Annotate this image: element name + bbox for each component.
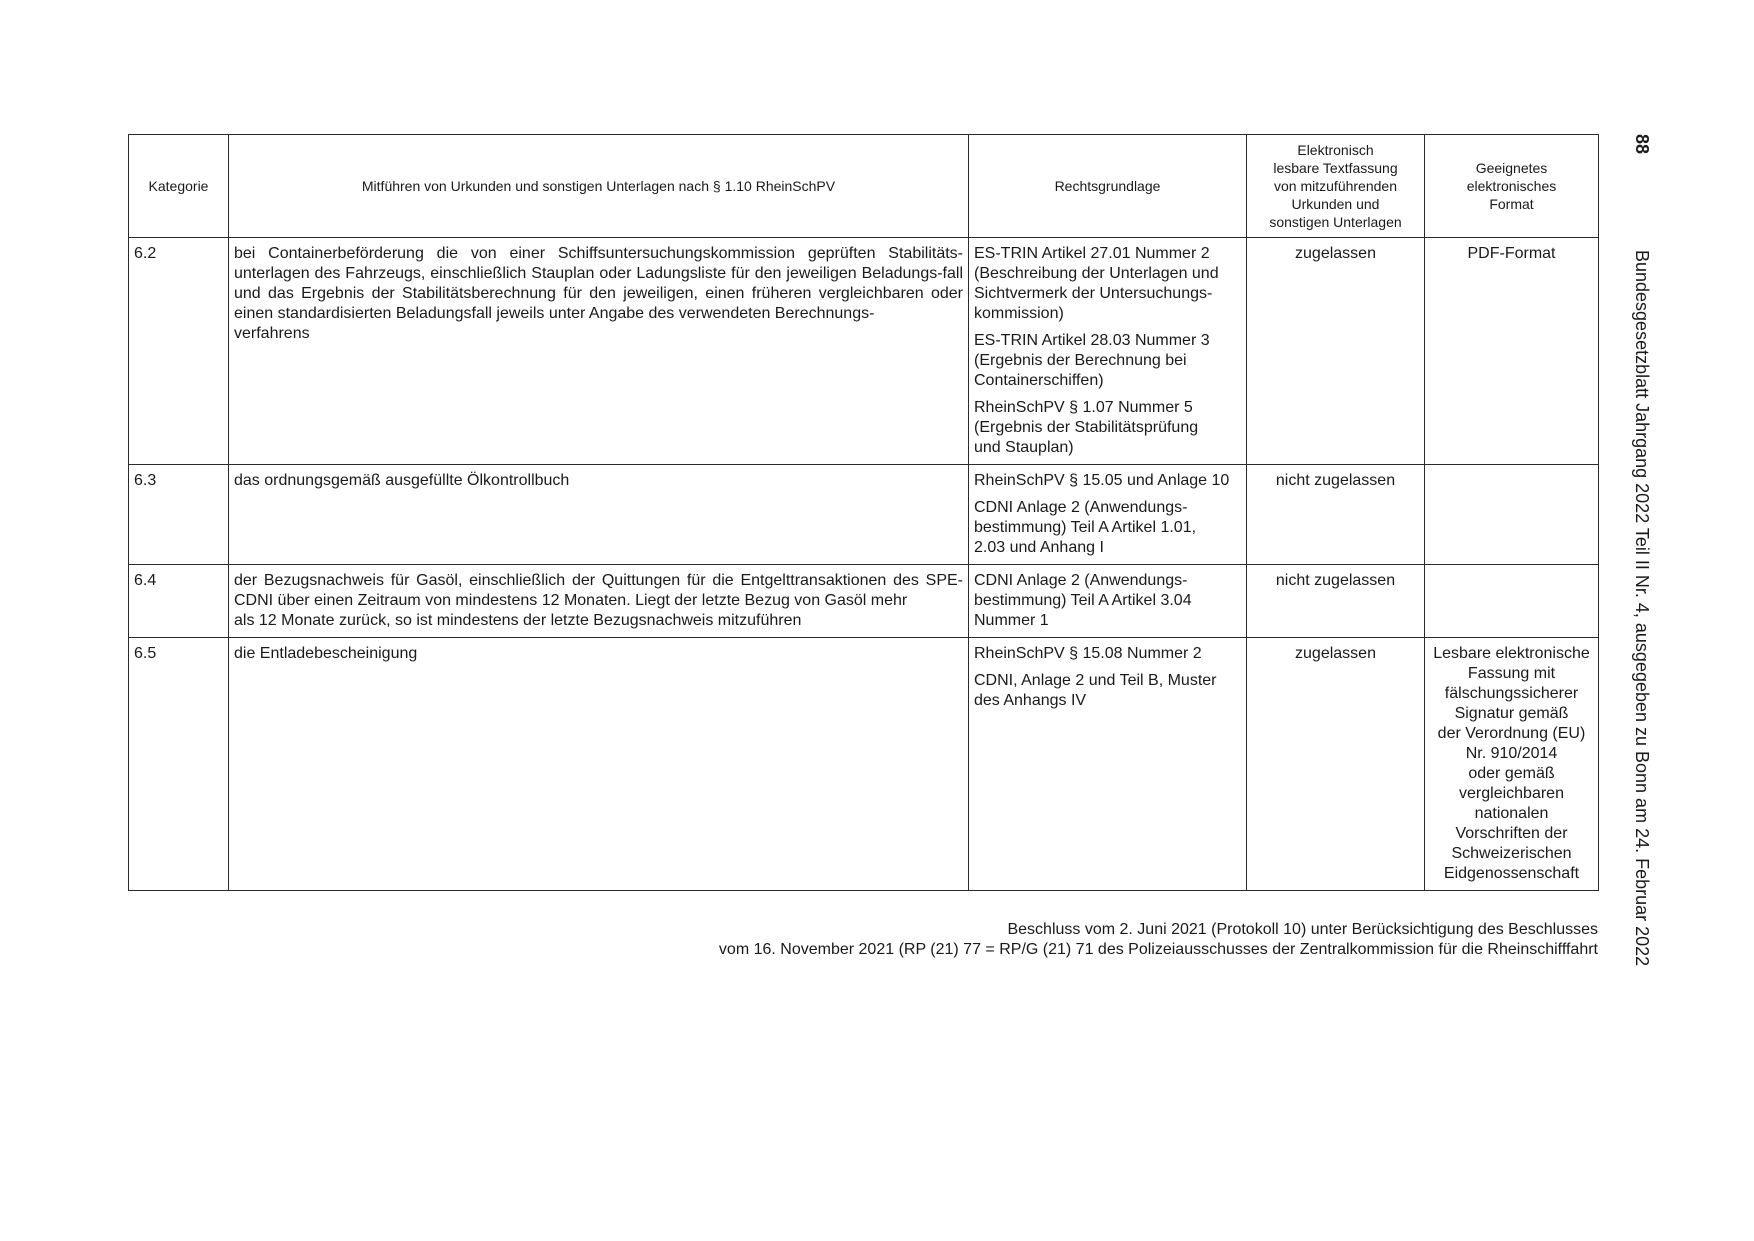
running-header-text (1632, 134, 1652, 1004)
page-number: 88 (1632, 134, 1652, 155)
legal-entry: RheinSchPV § 15.05 und Anlage 10 (974, 472, 1230, 489)
row-readable: zugelassen (1247, 238, 1425, 465)
row-format: Lesbare elektronische Fassung mit fälschungssicherer Signatur gemäß der Verordnung (EU) Nr. 910/2014 oder gemäß vergleichbaren nationalen Vorschriften der Schweizerischen Eidgenossenschaft (1425, 638, 1599, 891)
table-row (129, 238, 1599, 465)
row-category: 6.4 (129, 565, 229, 638)
header-legal-basis: Rechtsgrundlage (969, 135, 1247, 238)
header-format: Geeignetes elektronisches Format (1425, 135, 1599, 238)
resolution-note-line: Beschluss vom 2. Juni 2021 (Protokoll 10) unter Berücksichtigung des Beschlusses (1007, 921, 1598, 938)
legal-entry: RheinSchPV § 15.08 Nummer 2 (974, 645, 1202, 662)
resolution-note (498, 920, 1598, 960)
description-text-end: verfahrens (234, 325, 310, 342)
row-category: 6.3 (129, 465, 229, 565)
row-category: 6.2 (129, 238, 229, 465)
row-description (229, 638, 969, 891)
row-readable: nicht zugelassen (1247, 565, 1425, 638)
row-legal-basis (969, 565, 1247, 638)
row-category: 6.5 (129, 638, 229, 891)
table-row (129, 465, 1599, 565)
description-text-end: das ordnungsgemäß ausgefüllte Ölkontrollbuch (234, 472, 570, 489)
legal-entry: RheinSchPV § 1.07 Nummer 5 (Ergebnis der Stabilitätsprüfung und Stauplan) (974, 399, 1199, 456)
row-description (229, 238, 969, 465)
row-format (1425, 465, 1599, 565)
documents-table (128, 134, 1599, 891)
row-description (229, 465, 969, 565)
description-text: der Bezugsnachweis für Gasöl, einschließlich der Quittungen für die Entgelttransaktionen des SPE-CDNI über einen Zeitraum von mindestens 12 Monaten. Liegt der letzte Bezug von Gasöl mehr (234, 572, 963, 609)
table-header-row (129, 135, 1599, 238)
legal-entry: CDNI, Anlage 2 und Teil B, Muster des Anhangs IV (974, 672, 1217, 709)
legal-entry: CDNI Anlage 2 (Anwendungs- bestimmung) Teil A Artikel 1.01, 2.03 und Anhang I (974, 499, 1197, 556)
resolution-note-line: vom 16. November 2021 (RP (21) 77 = RP/G (21) 71 des Polizeiausschusses der Zentralkommission für die Rheinschifffahrt (718, 941, 1598, 958)
legal-entry: ES-TRIN Artikel 27.01 Nummer 2 (Beschreibung der Unterlagen und Sichtvermerk der Untersuchungs- kommission) (974, 245, 1219, 322)
description-text-end: als 12 Monate zurück, so ist mindestens der letzte Bezugsnachweis mitzuführen (234, 612, 802, 629)
row-format (1425, 565, 1599, 638)
row-readable: nicht zugelassen (1247, 465, 1425, 565)
row-legal-basis (969, 638, 1247, 891)
table-row (129, 565, 1599, 638)
legal-entry: CDNI Anlage 2 (Anwendungs- bestimmung) Teil A Artikel 3.04 Nummer 1 (974, 572, 1192, 629)
description-text-end: die Entladebescheinigung (234, 645, 418, 662)
header-readable-text: Elektronisch lesbare Textfassung von mitzuführenden Urkunden und sonstigen Unterlagen (1247, 135, 1425, 238)
running-header (1632, 134, 1652, 1004)
header-category: Kategorie (129, 135, 229, 238)
row-description (229, 565, 969, 638)
gazette-title: Bundesgesetzblatt Jahrgang 2022 Teil II Nr. 4, ausgegeben zu Bonn am 24. Februar 2022 (1632, 250, 1652, 967)
header-documents: Mitführen von Urkunden und sonstigen Unterlagen nach § 1.10 RheinSchPV (229, 135, 969, 238)
legal-entry: ES-TRIN Artikel 28.03 Nummer 3 (Ergebnis der Berechnung bei Containerschiffen) (974, 332, 1210, 389)
row-format: PDF-Format (1425, 238, 1599, 465)
row-legal-basis (969, 465, 1247, 565)
row-legal-basis (969, 238, 1247, 465)
description-text: bei Containerbeförderung die von einer Schiffsuntersuchungskommission geprüften Stabilitäts-unterlagen des Fahrzeugs, einschließlich Stauplan oder Ladungsliste für den jeweiligen Beladungs-fall und das Ergebnis der Stabilitätsberechnung für den jeweiligen, einen früheren vergleichbaren oder einen standardisierten Beladungsfall jeweils unter Angabe des verwendeten Berechnungs- (234, 245, 963, 322)
row-readable: zugelassen (1247, 638, 1425, 891)
table-row (129, 638, 1599, 891)
